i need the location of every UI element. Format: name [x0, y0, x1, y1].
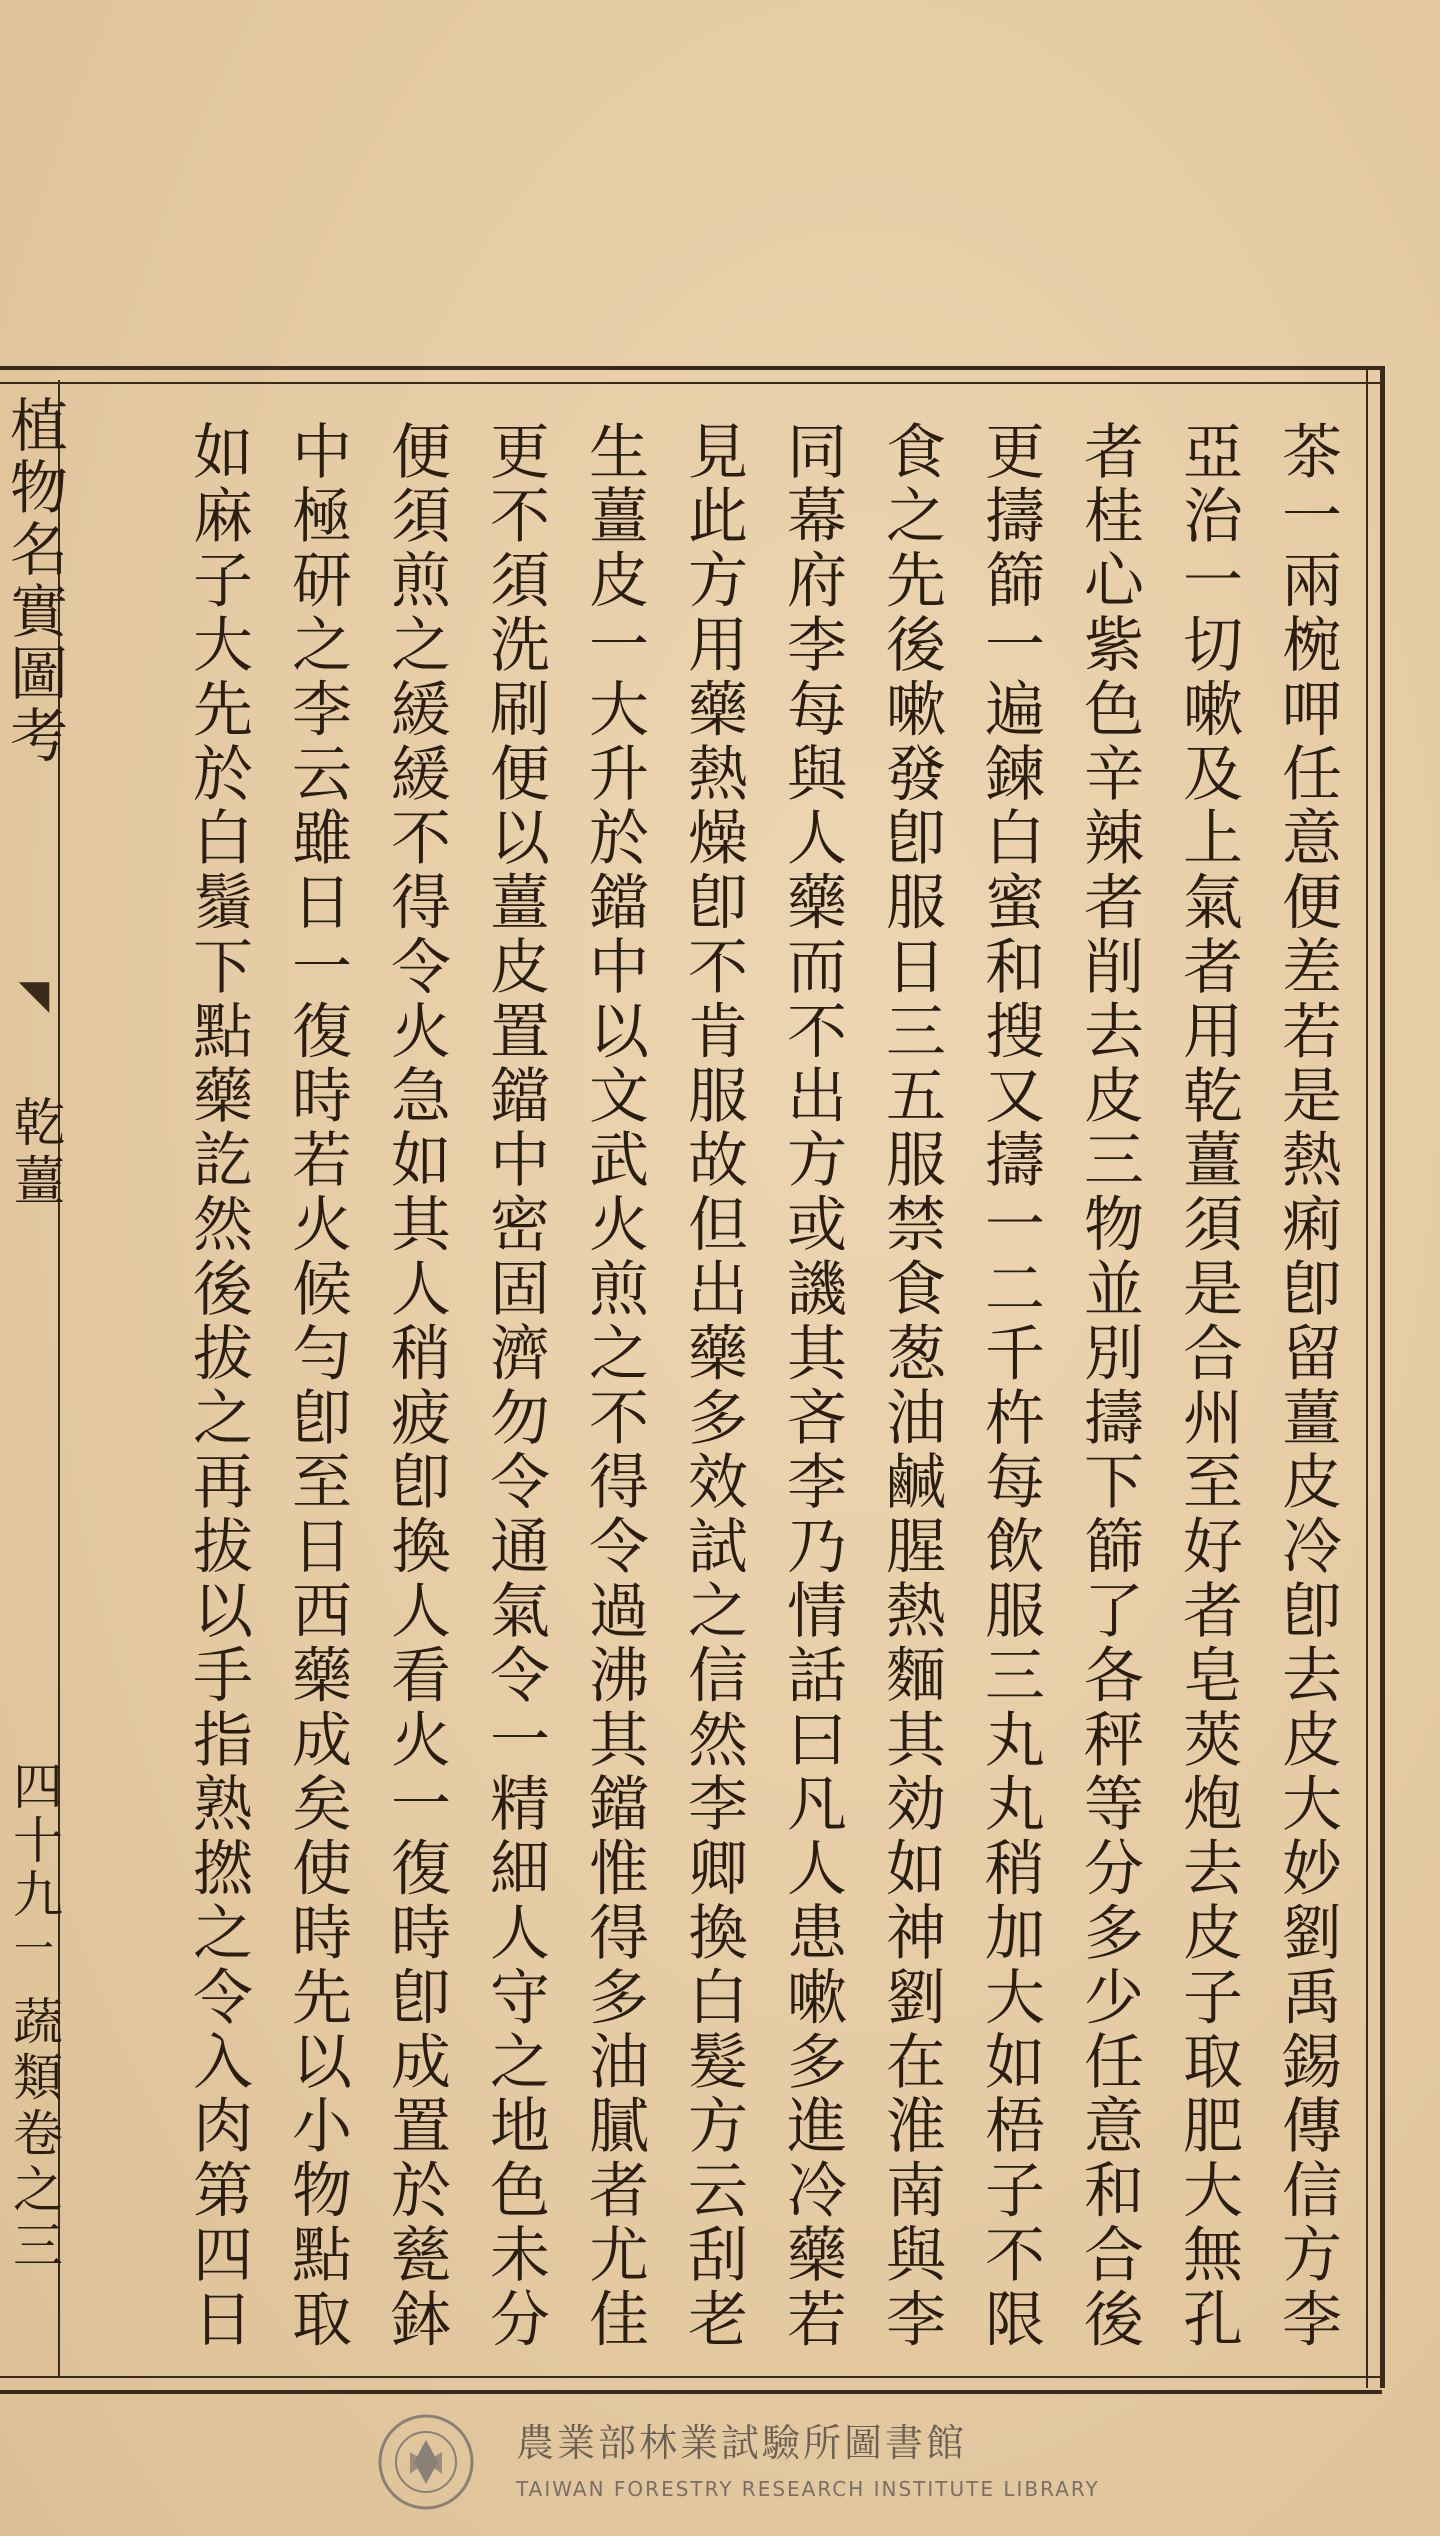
text-column-3: 者桂心紫色辛辣者削去皮三物並別擣下篩了各秤等分多少任意和合後	[1074, 420, 1144, 2352]
volume-label: 蔬類卷之三	[5, 1995, 63, 2275]
text-column-8: 生薑皮一大升於鐺中以文武火煎之不得令過沸其鐺惟得多油膩者尤佳	[579, 420, 649, 2352]
text-column-4: 更擣篩一遍鍊白蜜和搜又擣一二千杵每飲服三丸丸稍加大如梧子不限	[975, 420, 1045, 2352]
fish-tail-icon: ◥	[18, 972, 50, 1018]
frame-bottom-border	[0, 2376, 1382, 2394]
library-seal-icon	[376, 2412, 476, 2512]
text-column-12: 如麻子大先於白鬚下點藥訖然後拔之再拔以手指熟撚之令入肉第四日	[183, 420, 253, 2352]
text-column-6: 同幕府李每與人藥而不出方或譏其吝李乃情話曰凡人患嗽多進冷藥若	[777, 420, 847, 2352]
frame-right-border	[1366, 366, 1385, 2388]
frame-top-border	[0, 366, 1382, 384]
library-name-english: TAIWAN FORESTRY RESEARCH INSTITUTE LIBRARY	[516, 2477, 1100, 2501]
text-column-5: 食之先後嗽發卽服日三五服禁食葱油鹹腥熱麵其効如神劉在淮南與李	[876, 420, 946, 2352]
page-number: 四十九	[5, 1760, 63, 1922]
center-column	[0, 395, 68, 2355]
book-title: 植物名實圖考	[0, 395, 68, 767]
text-column-2: 亞治一切嗽及上氣者用乾薑須是合州至好者皂莢炮去皮子取肥大無孔	[1173, 420, 1243, 2352]
text-column-11: 中極研之李云雖日一復時若火候勻卽至日西藥成矣使時先以小物點取	[282, 420, 352, 2352]
section-title: 乾薑	[4, 1095, 64, 1211]
page-number-mark: 一	[14, 1926, 54, 1972]
text-column-10: 便須煎之緩緩不得令火急如其人稍疲卽換人看火一復時卽成置於甆鉢	[381, 420, 451, 2352]
text-column-7: 見此方用藥熱燥卽不肯服故但出藥多效試之信然李卿換白髮方云刮老	[678, 420, 748, 2352]
text-column-9: 更不須洗刷便以薑皮置鐺中密固濟勿令通氣令一精細人守之地色未分	[480, 420, 550, 2352]
text-column-1: 茶一兩椀呷任意便差若是熱痢卽留薑皮冷卽去皮大妙劉禹錫傳信方李	[1272, 420, 1342, 2352]
library-name-chinese: 農業部林業試驗所圖書館	[516, 2421, 968, 2465]
